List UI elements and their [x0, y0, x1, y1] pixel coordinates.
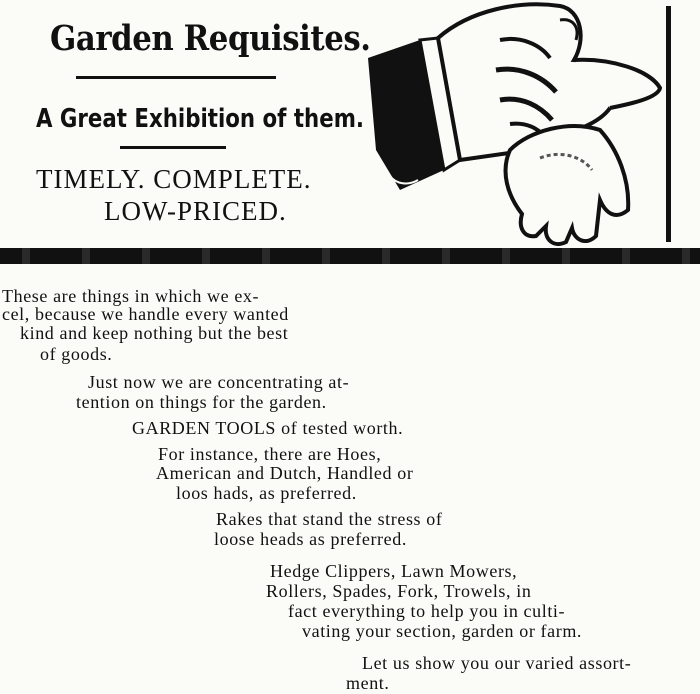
body-line-9: American and Dutch, Handled or [156, 463, 414, 483]
body-line-10: loos hads, as preferred. [176, 483, 357, 503]
advert-subtitle: A Great Exhibition of them. [36, 104, 365, 134]
slogan-line-2: LOW-PRICED. [104, 196, 287, 226]
body-line-2: cel, because we handle every wanted [2, 304, 289, 324]
body-line-13: Hedge Clippers, Lawn Mowers, [270, 561, 518, 581]
advert-title: Garden Requisites. [50, 18, 371, 59]
section-divider [0, 248, 700, 264]
body-line-11: Rakes that stand the stress of [216, 509, 443, 529]
body-line-7: GARDEN TOOLS of tested worth. [132, 418, 404, 438]
slogan-line-1: TIMELY. COMPLETE. [36, 164, 312, 194]
title-underline [76, 76, 276, 79]
body-line-3: kind and keep nothing but the best [20, 323, 289, 343]
body-line-14: Rollers, Spades, Fork, Trowels, in [266, 581, 532, 601]
border-bar [666, 6, 671, 242]
body-line-6: tention on things for the garden. [76, 392, 327, 412]
body-line-18: ment. [346, 673, 390, 693]
body-line-15: fact everything to help you in culti- [288, 601, 566, 621]
body-line-17: Let us show you our varied assort- [362, 653, 632, 673]
subtitle-underline [120, 146, 226, 149]
body-line-8: For instance, there are Hoes, [158, 444, 382, 464]
body-line-5: Just now we are concentrating at- [88, 372, 350, 392]
gardening-gloves-icon [360, 0, 664, 248]
body-line-16: vating your section, garden or farm. [302, 621, 583, 641]
body-line-12: loose heads as preferred. [214, 529, 407, 549]
body-line-1: These are things in which we ex- [2, 286, 260, 306]
body-line-4: of goods. [40, 344, 113, 364]
